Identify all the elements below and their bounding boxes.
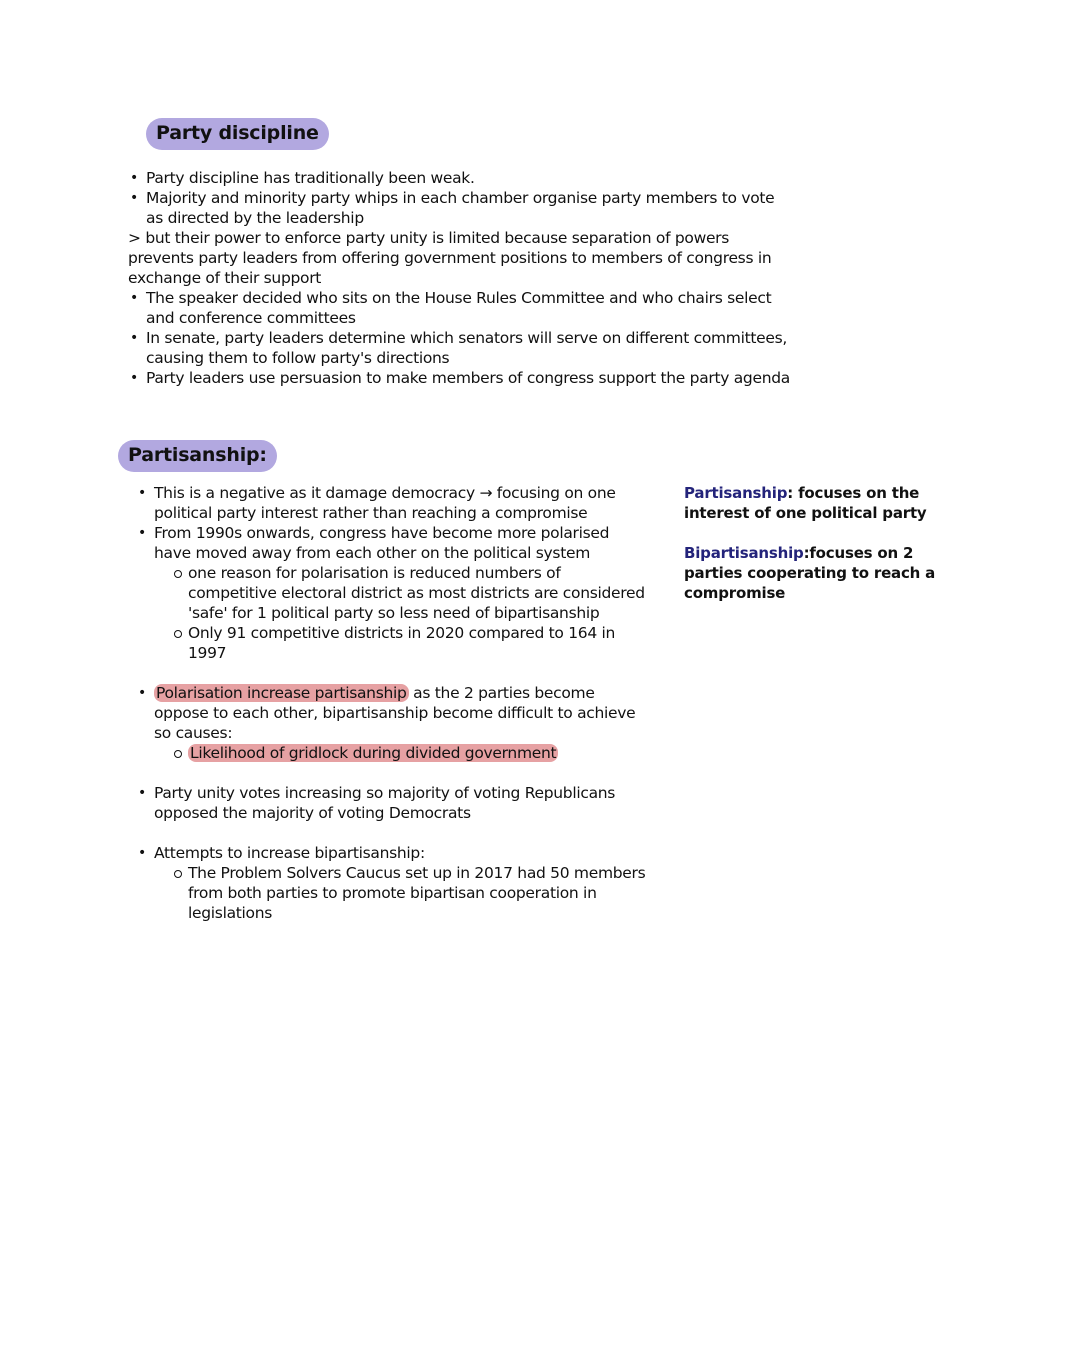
list-item-text: as the 2 parties become oppose to each other, bipartisanship become difficult to achieve so causes: bbox=[154, 684, 636, 742]
list-item: • The speaker decided who sits on the House Rules Committee and who chairs select and conference committees bbox=[128, 288, 793, 328]
spacer bbox=[136, 763, 646, 783]
spacer bbox=[136, 823, 646, 843]
definition-partisanship bbox=[684, 483, 964, 523]
list-item: • Majority and minority party whips in each chamber organise party members to vote as directed by the leadership bbox=[128, 188, 793, 228]
list-item: • In senate, party leaders determine which senators will serve on different committees, causing them to follow party's directions bbox=[128, 328, 793, 368]
heading-partisanship: Partisanship: bbox=[118, 440, 277, 472]
sub-list-item bbox=[174, 743, 646, 763]
list-item bbox=[136, 523, 646, 663]
term-partisanship: Partisanship bbox=[684, 484, 788, 502]
highlighted-text: Likelihood of gridlock during divided government bbox=[190, 744, 557, 762]
partisanship-notes bbox=[136, 483, 646, 923]
definition-bipartisanship bbox=[684, 543, 964, 603]
spacer bbox=[136, 663, 646, 683]
list-item: > but their power to enforce party unity is limited because separation of powers prevents party leaders from offering government positions to members of congress in exchange of their support bbox=[128, 229, 772, 287]
definition-text: : focuses on the interest of one political party bbox=[684, 484, 927, 522]
list-item: • This is a negative as it damage democracy → focusing on one political party interest rather than reaching a compromise bbox=[136, 483, 646, 523]
term-bipartisanship: Bipartisanship bbox=[684, 544, 804, 562]
sub-list-item: The Problem Solvers Caucus set up in 2017 had 50 members from both parties to promote bipartisan cooperation in legislations bbox=[174, 863, 646, 923]
heading-party-discipline: Party discipline bbox=[146, 118, 329, 150]
list-item: • Party discipline has traditionally been weak. bbox=[128, 168, 793, 188]
list-item: • Party unity votes increasing so majority of voting Republicans opposed the majority of voting Democrats bbox=[136, 783, 646, 823]
list-item bbox=[136, 843, 646, 923]
list-item bbox=[136, 683, 646, 763]
party-discipline-notes bbox=[128, 168, 793, 388]
list-item-text: Attempts to increase bipartisanship: bbox=[154, 844, 425, 862]
definition-text: :focuses on 2 parties cooperating to reach a compromise bbox=[684, 544, 936, 602]
list-item: • Party leaders use persuasion to make members of congress support the party agenda bbox=[128, 368, 793, 388]
sub-list-item: one reason for polarisation is reduced numbers of competitive electoral district as most districts are considered 'safe' for 1 political party so less need of bipartisanship bbox=[174, 563, 646, 623]
sub-list-item: Only 91 competitive districts in 2020 compared to 164 in 1997 bbox=[174, 623, 646, 663]
list-item-text: From 1990s onwards, congress have become more polarised have moved away from each other on the political system bbox=[154, 524, 610, 562]
highlighted-text: Polarisation increase partisanship bbox=[156, 684, 407, 702]
